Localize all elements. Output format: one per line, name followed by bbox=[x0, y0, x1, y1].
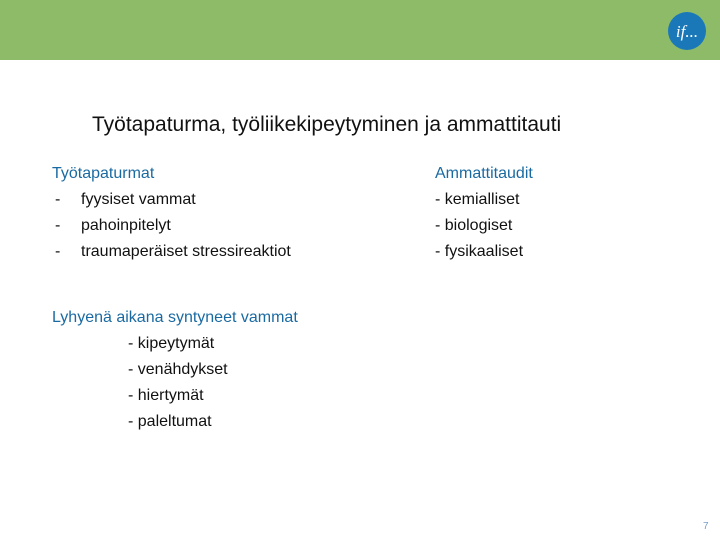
page-number: 7 bbox=[703, 521, 709, 532]
logo-text: if... bbox=[675, 22, 699, 41]
short-term-injuries-heading: Lyhyenä aikana syntyneet vammat bbox=[52, 309, 298, 326]
list-bullet: - bbox=[55, 191, 61, 208]
occupational-diseases-heading: Ammattitaudit bbox=[435, 165, 533, 182]
list-item: - paleltumat bbox=[128, 413, 212, 430]
list-item: fyysiset vammat bbox=[81, 191, 196, 208]
if-logo bbox=[668, 12, 706, 50]
list-item: - kipeytymät bbox=[128, 335, 215, 352]
list-item: - fysikaaliset bbox=[435, 243, 524, 260]
list-bullet: - bbox=[55, 217, 61, 234]
logo-mark bbox=[668, 12, 706, 50]
list-item: - hiertymät bbox=[128, 387, 204, 404]
list-item: pahoinpitelyt bbox=[81, 217, 171, 234]
list-item: - kemialliset bbox=[435, 191, 520, 208]
header-band bbox=[0, 0, 720, 60]
list-bullet: - bbox=[55, 243, 61, 260]
occupational-accidents-heading: Työtapaturmat bbox=[52, 165, 155, 182]
list-item: - biologiset bbox=[435, 217, 513, 234]
list-item: - venähdykset bbox=[128, 361, 228, 378]
slide-title: Työtapaturma, työliikekipeytyminen ja ammattitauti bbox=[92, 113, 562, 136]
list-item: traumaperäiset stressireaktiot bbox=[81, 243, 291, 260]
